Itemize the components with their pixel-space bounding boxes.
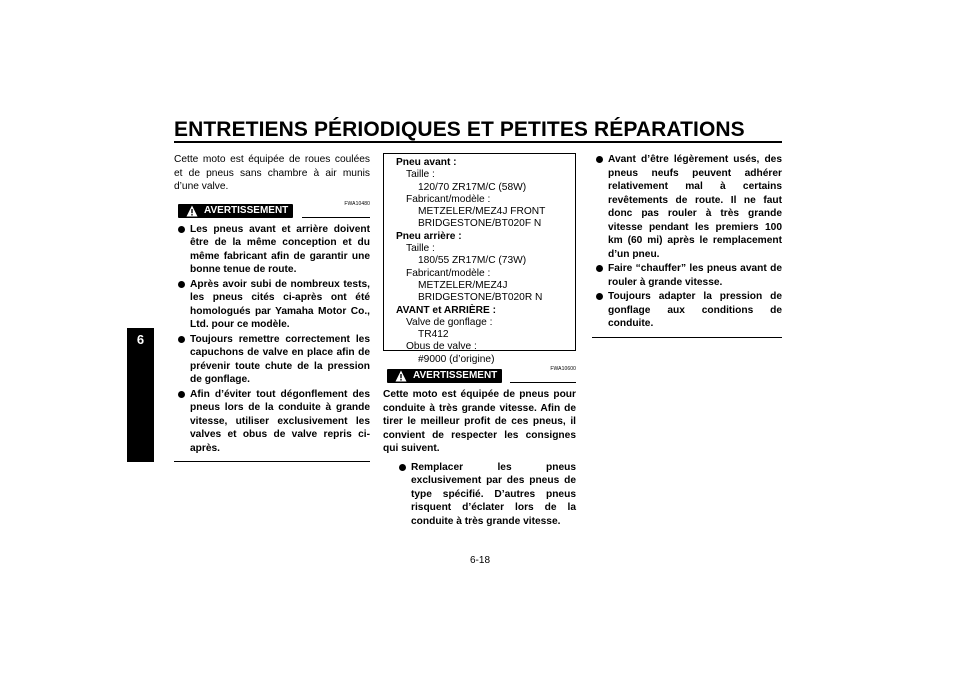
valve-core-label: Obus de valve : — [406, 341, 477, 353]
column-left — [174, 153, 370, 462]
warning-badge — [387, 369, 502, 383]
rear-size-value: 180/55 ZR17M/C (73W) — [418, 255, 527, 267]
warning-header — [174, 198, 370, 218]
warning-header — [383, 363, 576, 383]
list-item: Toujours adapter la pression de gonflage aux conditions de conduite. — [592, 290, 782, 331]
tire-spec-box — [383, 153, 576, 365]
bullet-dot-icon — [178, 226, 185, 233]
bullet-dot-icon — [178, 391, 185, 398]
section-end-rule — [174, 461, 370, 462]
bullet-dot-icon — [399, 464, 406, 471]
bullet-dot-icon — [178, 336, 185, 343]
warning-list — [174, 223, 370, 456]
front-tire-title: Pneu avant : — [396, 157, 457, 168]
list-item: Après avoir subi de nombreux tests, les pneus cités ci-après ont été homologués par Yamaha Motor Co., Ltd. pour ce modèle. — [174, 278, 370, 332]
list-item: Avant d’être légèrement usés, des pneus neufs peuvent adhérer relativement mal à certains revêtements de route. Il ne faut donc pas rouler à très grande vitesse pendant les premiers 100 km (60 mi) après le remplacement d’un pneu. — [592, 153, 782, 261]
header-rule — [174, 141, 782, 143]
rear-tire-title: Pneu arrière : — [396, 230, 462, 242]
warning-section-2 — [383, 363, 576, 528]
valve-value: TR412 — [418, 329, 449, 341]
page-title: ENTRETIENS PÉRIODIQUES ET PETITES RÉPARATIONS — [174, 118, 745, 141]
list-item: Faire “chauffer” les pneus avant de rouler à grande vitesse. — [592, 262, 782, 289]
list-item: Toujours remettre correctement les capuchons de valve en place afin de prévenir toute chute de la pression de gonflage. — [174, 333, 370, 387]
front-maker-value: METZELER/MEZ4J FRONT — [418, 206, 546, 218]
column-middle — [383, 153, 576, 529]
section-end-rule — [592, 337, 782, 338]
warning-code: FWA10600 — [550, 366, 576, 372]
valve-label: Valve de gonflage : — [406, 316, 493, 328]
intro-paragraph: Cette moto est équipée de roues coulées et de pneus sans chambre à air munis d’une valve. — [174, 154, 370, 192]
warning-label: AVERTISSEMENT — [413, 370, 498, 381]
warning-badge — [178, 204, 293, 218]
warning-rule — [510, 382, 576, 383]
front-maker-value: BRIDGESTONE/BT020F N — [418, 218, 542, 230]
bullet-dot-icon — [596, 156, 603, 163]
warning-paragraph: Cette moto est équipée de pneus pour conduite à très grande vitesse. Afin de tirer le meilleur profit de ces pneus, il convient de respecter les consignes qui suivent. — [383, 389, 576, 454]
valve-core-value: #9000 (d’origine) — [418, 353, 495, 365]
list-item: Les pneus avant et arrière doivent être de la même conception et du même fabricant afin de garantir une bonne tenue de route. — [174, 223, 370, 277]
front-size-label: Taille : — [406, 169, 435, 181]
rear-maker-label: Fabricant/modèle : — [406, 267, 491, 279]
warning-list-continued — [592, 153, 782, 331]
column-right — [592, 153, 782, 338]
rear-size-label: Taille : — [406, 243, 435, 255]
rear-maker-value: METZELER/MEZ4J — [418, 279, 508, 291]
page-number: 6-18 — [469, 555, 490, 566]
front-maker-label: Fabricant/modèle : — [406, 193, 491, 205]
bullet-dot-icon — [178, 281, 185, 288]
list-item: Remplacer les pneus exclusivement par des pneus de type spécifié. D’autres pneus risquent d’éclater lors de la conduite à très grande vitesse. — [395, 461, 576, 529]
bullet-dot-icon — [596, 293, 603, 300]
warning-triangle-icon — [186, 205, 198, 217]
rear-maker-value: BRIDGESTONE/BT020R N — [418, 292, 543, 304]
chapter-number: 6 — [136, 332, 145, 347]
both-tires-title: AVANT et ARRIÈRE : — [396, 304, 496, 316]
warning-triangle-icon — [395, 370, 407, 382]
chapter-tab — [127, 328, 154, 462]
warning-code: FWA10480 — [344, 200, 370, 207]
front-size-value: 120/70 ZR17M/C (58W) — [418, 181, 527, 193]
bullet-dot-icon — [596, 265, 603, 272]
warning-list — [383, 461, 576, 529]
warning-label: AVERTISSEMENT — [204, 204, 289, 216]
warning-rule — [302, 217, 370, 218]
list-item: Afin d’éviter tout dégonflement des pneus lors de la conduite à grande vitesse, utiliser exclusivement les valves et obus de valve repris ci-après. — [174, 388, 370, 456]
